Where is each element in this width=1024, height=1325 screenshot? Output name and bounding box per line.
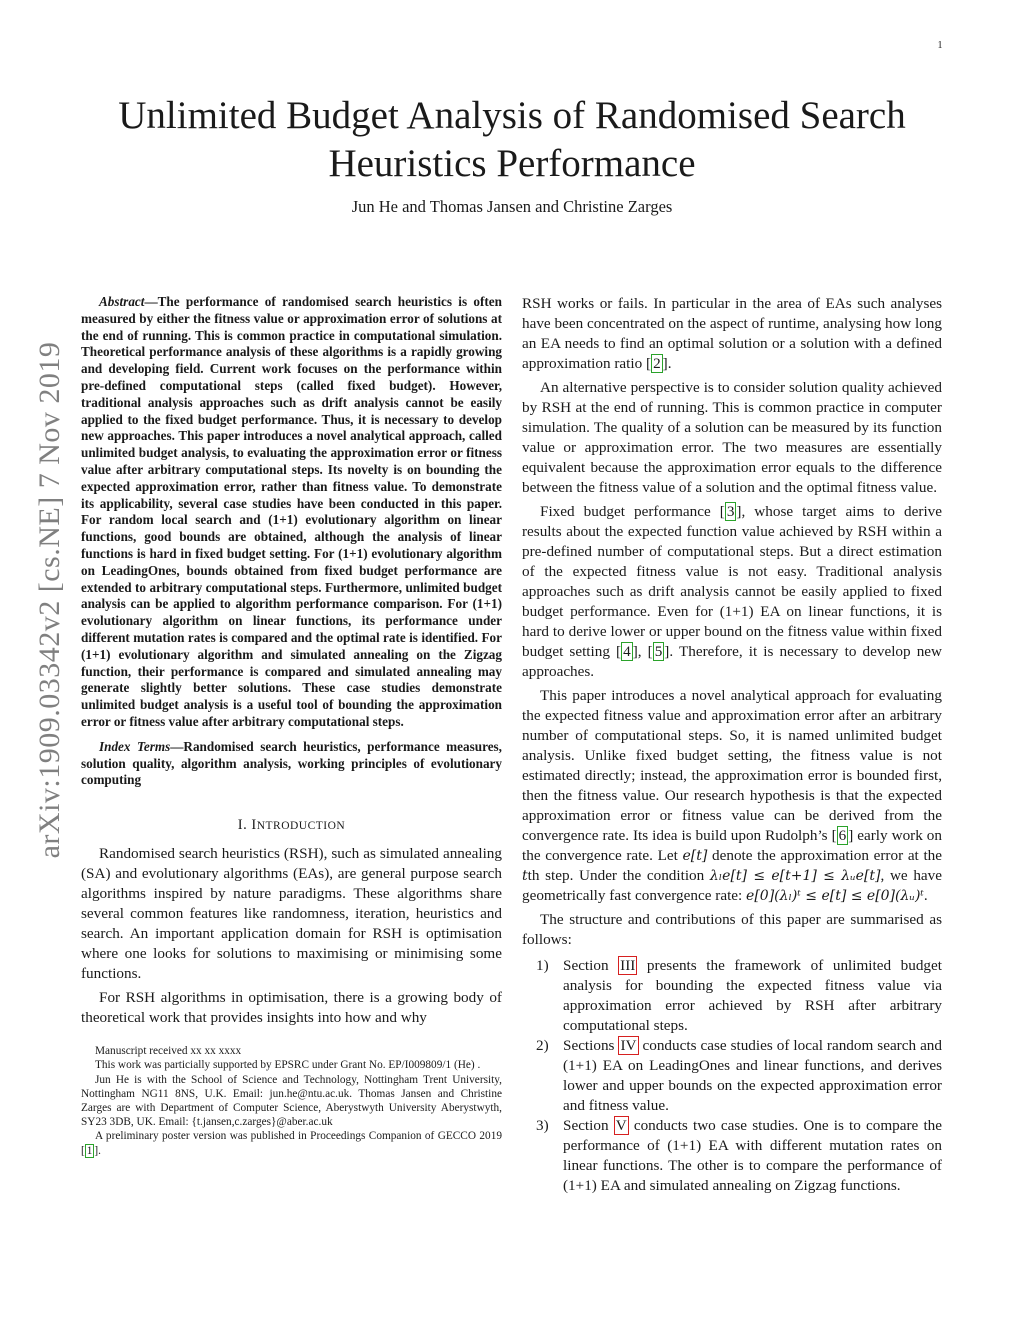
footnote-preliminary (81, 1129, 502, 1157)
title-line-2: Heuristics Performance (328, 142, 696, 185)
intro-paragraph-5 (522, 502, 942, 682)
section-ref-link[interactable]: IV (620, 1037, 637, 1054)
right-column (522, 294, 942, 1196)
paragraph-text: RSH works or fails. In particular in the area of EAs such analyses have been concentrated on the aspect of runtime, analysing how long an EA needs to find an optimal solution or a solution with a defined approximation ratio [ (522, 295, 942, 372)
list-item-number: 2) (536, 1037, 549, 1054)
footnote-manuscript: Manuscript received xx xx xxxx (95, 1045, 242, 1058)
list-item-text (563, 1036, 942, 1116)
citation-link[interactable]: 3 (726, 503, 735, 520)
list-item (522, 956, 942, 1036)
left-column (81, 294, 502, 1158)
intro-paragraph-7: The structure and contributions of this paper are summarised as follows: (522, 911, 942, 948)
index-terms-label: Index Terms (99, 738, 171, 754)
index-terms-text: —Randomised search heuristics, performance measures, solution quality, algorithm analysis, working principles of evolutionary computing (81, 738, 502, 788)
math-expression: t (522, 868, 528, 884)
footnote-affiliations: Jun He is with the School of Science and Technology, Nottingham Trent University, Nottingham NG11 8NS, U.K. Email: jun.he@ntu.ac.uk. Thomas Jansen and Christine Zarges are with Department of Computer Science, Aberystwyth University Aberystwyth, SY23 3DB, UK. Email: {t.jansen,c.zarges}@aber.ac.uk (81, 1073, 502, 1129)
paragraph-text: . (923, 887, 928, 904)
section-ref-link[interactable]: III (620, 957, 636, 974)
list-item-body: conducts two case studies. One is to compare the performance of (1+1) EA with different mutation rates on linear functions. The other is to compare the performance of (1+1) EA and simulated annealing on Zigzag functions. (563, 1117, 943, 1194)
citation-link[interactable]: 4 (623, 643, 631, 660)
paragraph-text: ], whose target aims to derive results about the expected function value achieved by RSH within a pre-defined number of computational steps. But a direct estimation of the expected fitness value is not easy. Traditional analysis approaches such as drift analysis cannot be easily applied to fixed budget performance. Even for (1+1) EA on linear functions, it is hard to derive lower or upper bound on the fitness value within fixed budget setting [ (522, 503, 943, 660)
list-item-number: 3) (536, 1117, 549, 1134)
section-cap: I (251, 817, 257, 834)
math-expression: λₗe[t] ≤ e[t+1] ≤ λᵤe[t] (709, 868, 881, 884)
list-item-text (563, 956, 942, 1036)
title-line-1: Unlimited Budget Analysis of Randomised Search (118, 94, 906, 137)
list-item-prefix: Section (563, 1117, 614, 1134)
math-expression: e[t] (682, 848, 708, 864)
list-item-text (563, 1116, 942, 1196)
arxiv-stamp[interactable]: arXiv:1909.03342v2 [cs.NE] 7 Nov 2019 (33, 341, 66, 859)
abstract-label: Abstract (99, 294, 145, 309)
paper-title (60, 92, 964, 188)
page-number: 1 (937, 40, 943, 51)
intro-paragraph-4: An alternative perspective is to consider solution quality achieved by RSH at the end of running. This is common practice in computer simulation. The quality of a solution can be measured by its function value or approximation error. The two measures are essentially equivalent because the approximation error equals to the difference between the fitness value of a solution and the optimal fitness value. (522, 379, 942, 496)
list-item (522, 1036, 942, 1116)
section-heading-introduction (81, 817, 502, 834)
citation-link[interactable]: 5 (654, 643, 663, 660)
paragraph-text: Fixed budget performance [ (540, 503, 725, 520)
list-item-prefix: Sections (563, 1037, 619, 1054)
intro-paragraph-1: Randomised search heuristics (RSH), such as simulated annealing (SA) and evolutionary algorithms (EAs), are general purpose search algorithms inspired by nature paradigms. These algorithms share several common features like randomness, iteration, heuristics and search. An important application domain for RSH is optimisation where one looks for solutions to maximising or minimising some functions. (81, 845, 502, 983)
section-title-rest: NTRODUCTION (256, 820, 346, 833)
paragraph-text: , we have geometrically fast convergence rate: (522, 867, 942, 904)
intro-paragraph-2: For RSH algorithms in optimisation, there is a growing body of theoretical work that provides insights into how and why (81, 989, 502, 1027)
list-item-body: conducts case studies of local random search and (1+1) EA on LeadingOnes and linear functions, and derives lower and upper bounds on the expected approximation error and fitness value. (563, 1037, 942, 1114)
list-item (522, 1116, 942, 1196)
intro-paragraph-3 (522, 294, 942, 374)
math-expression: e[0](λₗ)ᵗ ≤ e[t] ≤ e[0](λᵤ)ᵗ (746, 888, 924, 904)
footnote-preliminary-end: ]. (94, 1144, 102, 1157)
citation-link[interactable]: 6 (838, 827, 847, 844)
footnote-funding: This work was particially supported by EPSRC under Grant No. EP/I009809/1 (He) . (95, 1059, 481, 1072)
footnote-preliminary-text: A preliminary poster version was published in Proceedings Companion of GECCO 2019 [ (81, 1130, 502, 1157)
list-item-prefix: Section (563, 957, 619, 974)
paragraph-text: ] early work on the convergence rate. Let (522, 827, 942, 864)
citation-link[interactable]: 2 (653, 355, 661, 372)
paragraph-text: ]. (662, 355, 672, 372)
abstract-text: —The performance of randomised search heuristics is often measured by either the fitness value or approximation error of solutions at the end of running. This is common practice in computational simulation. Theoretical performance analysis of these algorithms is a rapidly growing and developing field. Current work focuses on the performance within pre-defined computational steps (called fixed budget). However, traditional analysis approaches such as drift analysis cannot be easily applied to the fixed budget performance. Thus, it is necessary to develop new approaches. This paper introduces a novel analytical approach, called unlimited budget analysis, to evaluating the approximation error or fitness value after arbitrary computational steps. Its novelty is on bounding the expected approximation error, rather than fitness value. To demonstrate its applicability, several case studies have been conducted in this paper. For random local search and (1+1) evolutionary algorithm on linear functions, good bounds are obtained, although the analysis of linear functions is hard in fixed budget setting. For (1+1) evolutionary algorithm on LeadingOnes, bounds obtained from fixed budget performance are extended to arbitrary computational steps. Furthermore, unlimited budget analysis can be applied to algorithm performance comparison. For (1+1) evolutionary algorithm on linear functions, its performance under different mutation rates is compared and the optimal rate is identified. For (1+1) evolutionary algorithm and simulated annealing on the Zigzag function, their performance is compared and simulated annealing may generate slightly better solutions. These case studies demonstrate unlimited budget analysis is a useful tool of bounding the approximation error or fitness value after arbitrary computational steps. (81, 294, 502, 729)
section-ref-link[interactable]: V (615, 1117, 627, 1134)
list-item-number: 1) (536, 957, 549, 974)
list-item-body: presents the framework of unlimited budget analysis for bounding the expected fitness value via approximation error achieved by RSH after arbitrary computational steps. (563, 957, 942, 1034)
contribution-list (522, 956, 942, 1196)
paragraph-text: th step. Under the condition (527, 867, 710, 884)
intro-paragraph-6 (522, 686, 942, 906)
index-terms (81, 739, 502, 789)
citation-link[interactable]: 1 (86, 1144, 93, 1157)
paragraph-text: This paper introduces a novel analytical approach for evaluating the expected fitness value and approximation error after an arbitrary number of computational steps. So, it is named unlimited budget analysis. Unlike fixed budget setting, the fitness value is not estimated directly; instead, the approximation error is bounded first, then the fitness value. Our research hypothesis is that the expected approximation error or fitness value can be derived from the convergence rate. Its idea is build upon Rudolph’s [ (522, 687, 942, 844)
section-numeral: I. (237, 817, 248, 834)
paragraph-text: denote the approximation error at the (707, 847, 942, 864)
paragraph-text: ], [ (632, 643, 653, 660)
paragraph-text: ]. Therefore, it is necessary to develop new approaches. (522, 643, 943, 680)
author-list: Jun He and Thomas Jansen and Christine Zarges (351, 197, 673, 216)
abstract (81, 294, 502, 731)
